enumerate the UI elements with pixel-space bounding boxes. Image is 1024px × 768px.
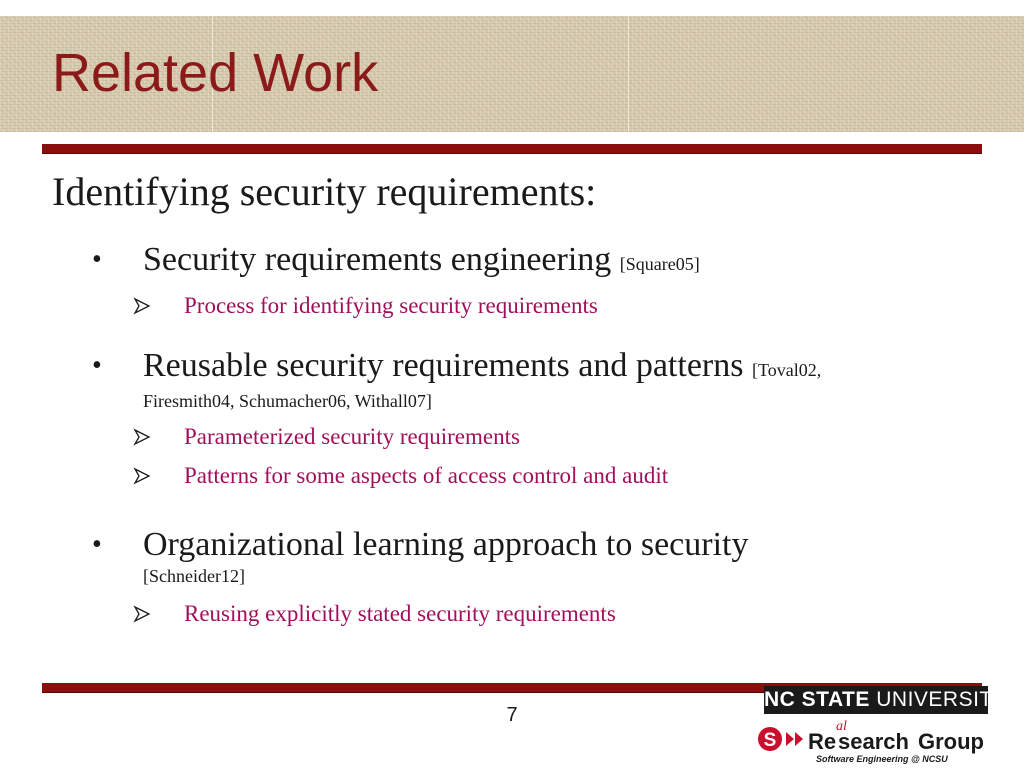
arrowhead-bullet-icon — [133, 297, 151, 315]
top-rule — [42, 144, 982, 153]
item-title-text: Security requirements engineering — [143, 241, 612, 278]
slide-title: Related Work — [52, 43, 379, 103]
section-heading: Identifying security requirements: — [52, 169, 597, 214]
round-bullet-icon: • — [92, 350, 102, 381]
item-title — [143, 346, 963, 414]
group-name-word: Group — [918, 729, 984, 754]
group-name-suffix: search — [838, 729, 909, 754]
university-name-bold: NC STATE — [764, 688, 870, 711]
item-title — [143, 525, 963, 589]
subitem-text: Reusing explicitly stated security requirements — [184, 601, 616, 626]
logo-initials: S — [763, 730, 777, 751]
arrowhead-bullet-icon — [133, 467, 151, 485]
item-title — [143, 240, 963, 284]
item-title-text: Reusable security requirements and patterns — [143, 347, 744, 384]
citation: [Square05] — [619, 254, 700, 274]
group-name-prefix: Re — [808, 729, 837, 754]
group-tagline: Software Engineering @ NCSU — [816, 754, 948, 764]
group-name-superscript: al — [836, 719, 847, 734]
subitem-text: Process for identifying security requirements — [184, 293, 598, 318]
header-texture-seam — [628, 16, 629, 132]
subitem-text: Parameterized security requirements — [184, 424, 520, 449]
item-title-text: Organizational learning approach to security — [143, 526, 749, 563]
round-bullet-icon: • — [92, 244, 102, 275]
arrowhead-bullet-icon — [133, 428, 151, 446]
subitem-text: Patterns for some aspects of access control and audit — [184, 463, 669, 488]
round-bullet-icon: • — [92, 529, 102, 560]
citation: [Toval02, — [751, 360, 822, 380]
nc-state-university-logo — [764, 686, 1008, 714]
page-number: 7 — [506, 704, 518, 726]
citation: [Schneider12] — [143, 566, 245, 586]
chevron-right-icon — [786, 732, 794, 746]
citation-continued: Firesmith04, Schumacher06, Withall07] — [143, 391, 432, 411]
chevron-right-icon — [795, 732, 803, 746]
university-name-rest: UNIVERSITY — [876, 688, 1008, 711]
research-group-logo — [756, 718, 996, 766]
arrowhead-bullet-icon — [133, 605, 151, 623]
